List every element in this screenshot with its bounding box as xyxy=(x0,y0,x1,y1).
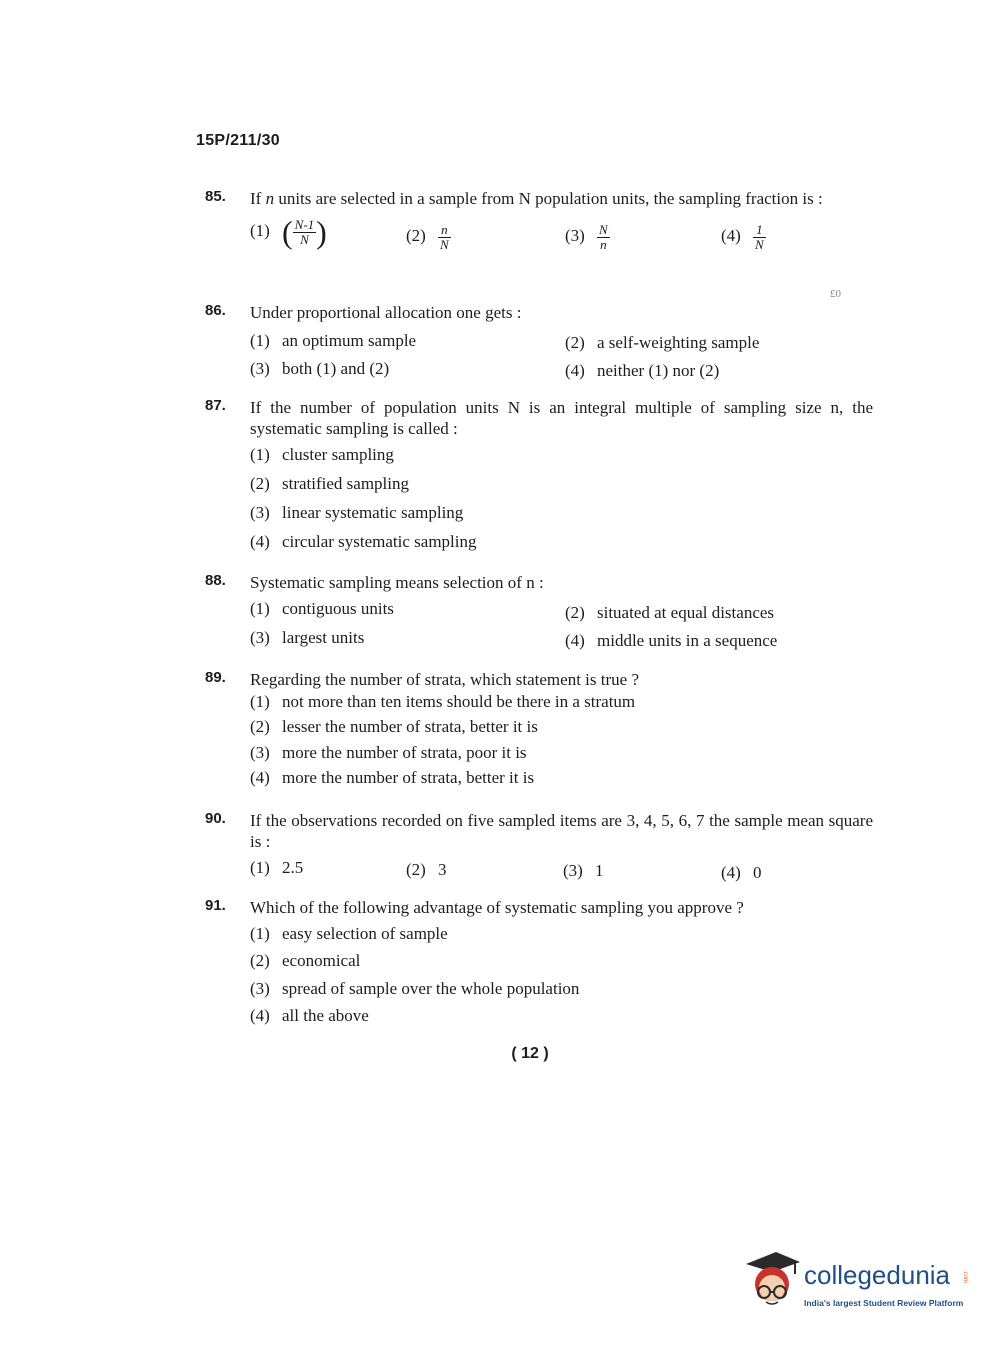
option-4: (4) circular systematic sampling xyxy=(250,532,477,551)
option-3: (3) both (1) and (2) xyxy=(250,359,390,378)
question-88 xyxy=(205,572,873,650)
brand-name: collegedunia xyxy=(804,1260,951,1290)
fraction: $\frac{n}{N}$ xyxy=(440,222,449,252)
option-2: (2) $\frac{n}{N}$ xyxy=(406,222,449,252)
option-4: (4) $\frac{1}{N}$ xyxy=(721,222,764,252)
option-4: (4) neither (1) nor (2) xyxy=(565,361,720,380)
option-3: (3) linear systematic sampling xyxy=(250,503,464,522)
option-2: (2) a self-weighting sample xyxy=(565,333,760,352)
question-90 xyxy=(205,810,873,882)
question-91 xyxy=(205,897,873,1025)
fraction: $\frac{N}{n}$ xyxy=(599,222,608,252)
question-stem: If the number of population units N is an integral multiple of sampling size n, the systematic sampling is called : xyxy=(250,398,873,438)
question-number: 90. xyxy=(205,810,226,827)
question-number: 86. xyxy=(205,302,226,319)
question-stem: Which of the following advantage of systematic sampling you approve ? xyxy=(250,898,744,917)
option-1: (1) not more than ten items should be there in a stratum xyxy=(250,692,636,711)
option-4: (4) all the above xyxy=(250,1006,369,1025)
option-3: (3) spread of sample over the whole population xyxy=(250,979,580,998)
option-4: (4) 0 xyxy=(721,863,762,882)
fraction: $\frac{1}{N}$ xyxy=(755,222,764,252)
margin-mark: £0 xyxy=(830,288,841,300)
option-4: (4) middle units in a sequence xyxy=(565,631,778,650)
question-number: 87. xyxy=(205,397,226,414)
question-87 xyxy=(205,397,873,551)
question-86 xyxy=(205,302,873,380)
option-3: (3) largest units xyxy=(250,628,365,647)
question-stem: If the observations recorded on five sampled items are 3, 4, 5, 6, 7 the sample mean square is : xyxy=(250,811,873,851)
option-2: (2) stratified sampling xyxy=(250,474,410,493)
brand-tagline: India's largest Student Review Platform xyxy=(804,1298,964,1308)
question-number: 89. xyxy=(205,669,226,686)
option-3: (3) 1 xyxy=(563,861,604,880)
collegedunia-watermark xyxy=(742,1248,972,1318)
option-1: (1) an optimum sample xyxy=(250,331,417,350)
fraction: $\frac{N-1}{N}$ xyxy=(294,216,315,247)
option-3: (3) $\frac{N}{n}$ xyxy=(565,222,608,252)
question-number: 91. xyxy=(205,897,226,914)
page-number: ( 12 ) xyxy=(511,1045,549,1062)
question-stem: Systematic sampling means selection of n : xyxy=(250,573,544,592)
question-stem: Regarding the number of strata, which statement is true ? xyxy=(250,670,639,689)
option-1: (1) easy selection of sample xyxy=(250,924,448,943)
paper-code: 15P/211/30 xyxy=(196,132,280,149)
option-1: (1) cluster sampling xyxy=(250,445,394,464)
mascot-icon xyxy=(742,1250,802,1314)
option-4: (4) more the number of strata, better it is xyxy=(250,768,535,787)
question-85 xyxy=(205,188,873,259)
option-1: (1) contiguous units xyxy=(250,599,394,618)
question-89 xyxy=(205,669,873,787)
question-number: 88. xyxy=(205,572,226,589)
question-stem: If n units are selected in a sample from N population units, the sampling fraction is : xyxy=(250,189,823,208)
option-1: (1) 2.5 xyxy=(250,858,304,877)
option-3: (3) more the number of strata, poor it is xyxy=(250,743,527,762)
brand-suffix: .com xyxy=(962,1270,968,1284)
option-2: (2) lesser the number of strata, better it is xyxy=(250,717,538,736)
option-2: (2) 3 xyxy=(406,860,447,879)
question-number: 85. xyxy=(205,188,226,205)
question-stem: Under proportional allocation one gets : xyxy=(250,303,522,322)
option-2: (2) situated at equal distances xyxy=(565,603,775,622)
option-1: (1) ( $\frac{N-1}{N}$ ) xyxy=(250,214,327,250)
option-2: (2) economical xyxy=(250,951,361,970)
